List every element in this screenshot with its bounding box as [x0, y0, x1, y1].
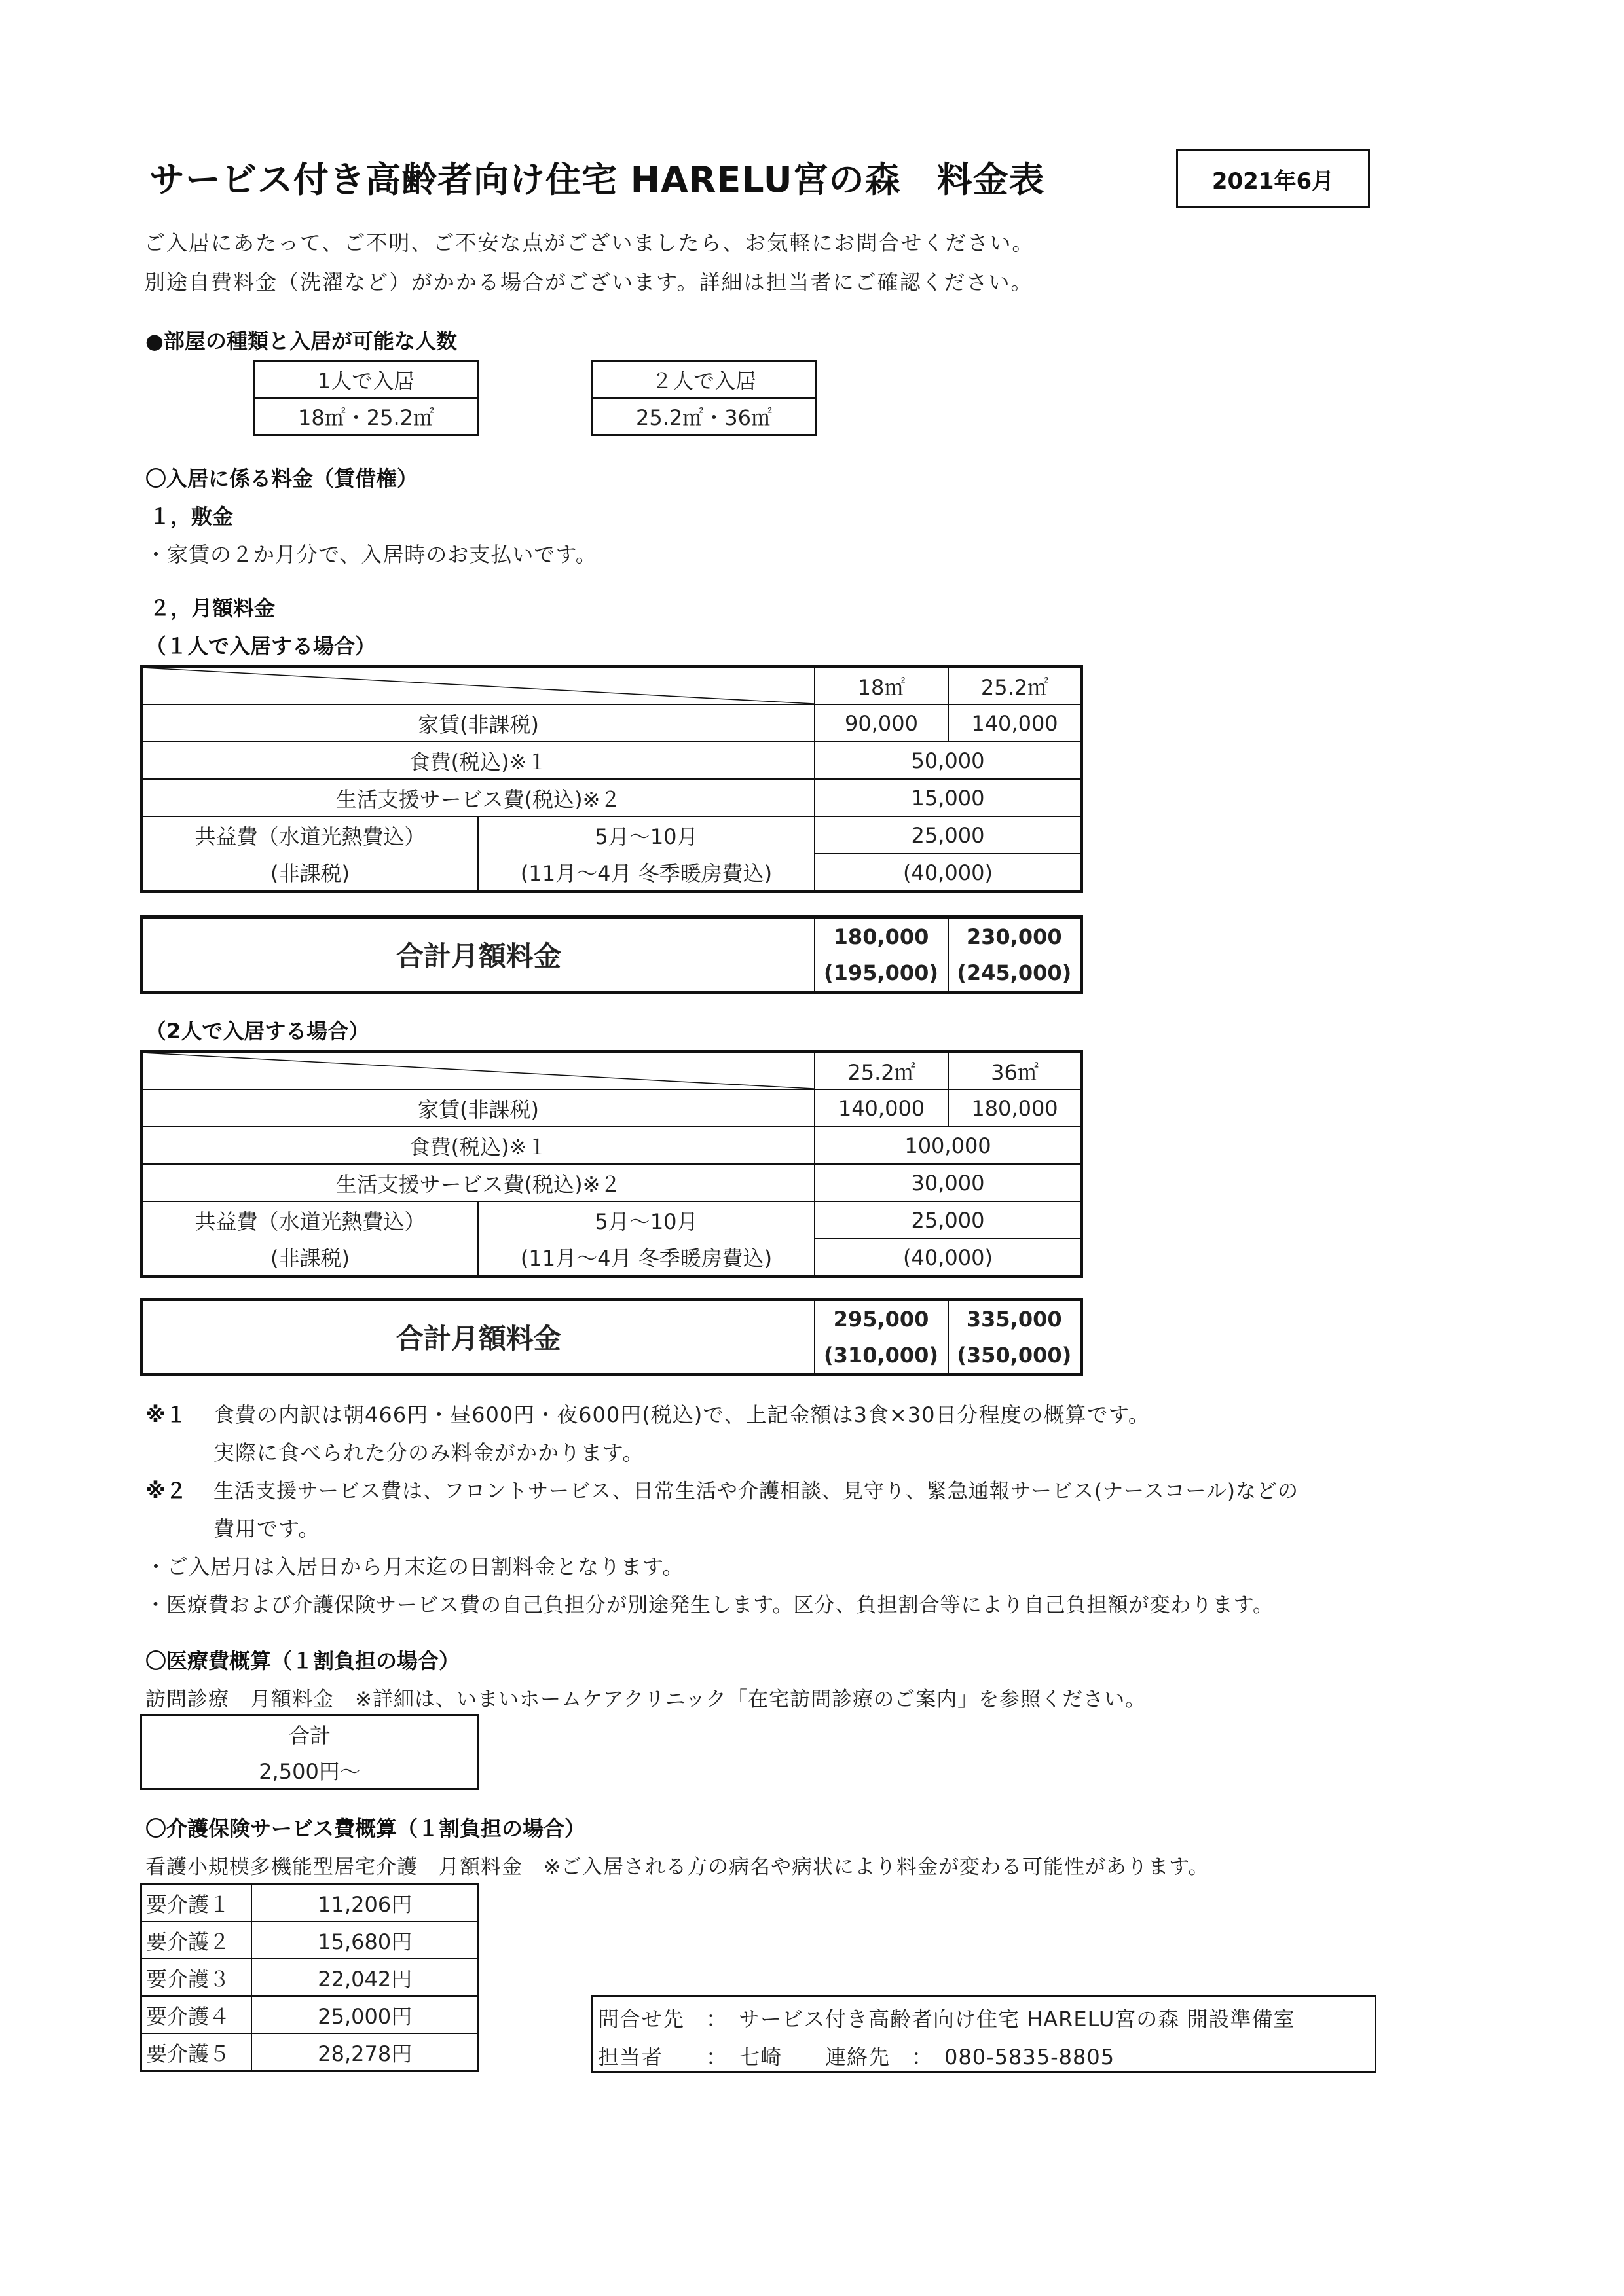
note-2-line-1: 生活支援サービス費は、フロントサービス、日常生活や介護相談、見守り、緊急通報サービス(ナースコール)などの [213, 1480, 1299, 1503]
single-common-1: 25,000 [815, 816, 1082, 854]
care-fee-5: 28,278円 [251, 2033, 478, 2071]
care-fee-3: 22,042円 [251, 1959, 478, 1996]
care-heading: 〇介護保険サービス費概算（１割負担の場合） [145, 1816, 586, 1841]
single-total-2b: (245,000) [948, 955, 1082, 993]
double-rent-2: 180,000 [948, 1089, 1082, 1127]
page-title: サービス付き高齢者向け住宅 HARELU宮の森 料金表 [149, 159, 1045, 200]
medical-total-value: 2,500円～ [141, 1752, 479, 1789]
medical-table [140, 1714, 479, 1790]
room-table-double [591, 360, 817, 436]
care-fee-4: 25,000円 [251, 1996, 478, 2033]
single-common-label-2: (非課税) [141, 854, 478, 892]
double-total-table [140, 1298, 1083, 1376]
single-season-2: (11月～4月 冬季暖房費込) [478, 854, 815, 892]
note-2-mark: ※２ [145, 1478, 187, 1503]
single-rent-1: 90,000 [815, 704, 948, 742]
double-total-2b: (350,000) [948, 1337, 1082, 1375]
entry-heading: 〇入居に係る料金（賃借権） [145, 466, 418, 491]
care-table [140, 1883, 479, 2072]
double-col-36: 36㎡ [948, 1051, 1082, 1089]
care-level-3: 要介護３ [141, 1959, 252, 1996]
single-rent-label: 家賃(非課税) [141, 704, 815, 742]
medical-heading: 〇医療費概算（１割負担の場合） [145, 1649, 460, 1673]
care-level-1: 要介護１ [141, 1884, 252, 1922]
diagonal-line [143, 1053, 814, 1089]
double-rent-label: 家賃(非課税) [141, 1089, 815, 1127]
table-row [141, 1996, 479, 2033]
note-1-line-2: 実際に食べられた分のみ料金がかかります。 [213, 1440, 644, 1465]
single-total-1a: 180,000 [815, 917, 948, 955]
single-rent-2: 140,000 [948, 704, 1082, 742]
double-service-label: 生活支援サービス費(税込)※２ [141, 1164, 815, 1201]
single-diagonal-cell [141, 666, 815, 704]
single-fee-table [140, 665, 1083, 893]
table-row [141, 1922, 479, 1959]
note-1-mark: ※１ [145, 1402, 187, 1427]
single-total-table [140, 915, 1083, 994]
double-total-2a: 335,000 [948, 1300, 1082, 1338]
single-food-label: 食費(税込)※１ [141, 742, 815, 779]
double-season-1: 5月～10月 [478, 1201, 815, 1239]
contact-line-2: 担当者 ： 七崎 連絡先 ： 080-5835-8805 [598, 2045, 1115, 2069]
single-total-2a: 230,000 [948, 917, 1082, 955]
note-bullet-2: ・医療費および介護保険サービス費の自己負担分が別途発生します。区分、負担割合等により自己負担額が変わります。 [145, 1594, 1274, 1617]
double-food-value: 100,000 [815, 1127, 1082, 1164]
care-level-5: 要介護５ [141, 2033, 252, 2071]
room-heading: ●部屋の種類と入居が可能な人数 [145, 329, 457, 354]
double-col-25: 25.2㎡ [815, 1051, 948, 1089]
table-row [141, 1959, 479, 1996]
table-row [141, 1884, 479, 1922]
room-single-sizes: 18㎡・25.2㎡ [254, 398, 479, 435]
care-level-4: 要介護４ [141, 1996, 252, 2033]
medical-text: 訪問診療 月額料金 ※詳細は、いまいホームケアクリニック「在宅訪問診療のご案内」を参照ください。 [145, 1688, 1147, 1711]
double-service-value: 30,000 [815, 1164, 1082, 1201]
double-total-1b: (310,000) [815, 1337, 948, 1375]
contact-box [591, 1995, 1376, 2073]
double-common-label-1: 共益費（水道光熱費込） [141, 1201, 478, 1239]
single-service-label: 生活支援サービス費(税込)※２ [141, 779, 815, 816]
room-single-label: 1人で入居 [254, 361, 479, 399]
single-total-label: 合計月額料金 [142, 917, 815, 993]
double-common-1: 25,000 [815, 1201, 1082, 1239]
deposit-heading: １，敷金 [149, 504, 234, 529]
room-double-label: ２人で入居 [592, 361, 817, 399]
room-table-single [253, 360, 479, 436]
room-double-sizes: 25.2㎡・36㎡ [592, 398, 817, 435]
single-col-25: 25.2㎡ [948, 666, 1082, 704]
single-total-1b: (195,000) [815, 955, 948, 993]
single-season-1: 5月～10月 [478, 816, 815, 854]
note-2-line-2: 費用です。 [213, 1516, 320, 1541]
single-col-18: 18㎡ [815, 666, 948, 704]
double-common-2: (40,000) [815, 1239, 1082, 1277]
diagonal-line [143, 668, 814, 704]
note-1-line-1: 食費の内訳は朝466円・昼600円・夜600円(税込)で、上記金額は3食×30日分程度の概算です。 [213, 1402, 1150, 1427]
double-fee-table [140, 1050, 1083, 1278]
double-total-label: 合計月額料金 [142, 1300, 815, 1375]
single-service-value: 15,000 [815, 779, 1082, 816]
medical-total-label: 合計 [141, 1715, 479, 1753]
care-fee-2: 15,680円 [251, 1922, 478, 1959]
care-text: 看護小規模多機能型居宅介護 月額料金 ※ご入居される方の病名や病状により料金が変わる可能性があります。 [145, 1855, 1209, 1879]
monthly-heading: ２，月額料金 [149, 596, 276, 621]
double-total-1a: 295,000 [815, 1300, 948, 1338]
care-fee-1: 11,206円 [251, 1884, 478, 1922]
double-food-label: 食費(税込)※１ [141, 1127, 815, 1164]
double-rent-1: 140,000 [815, 1089, 948, 1127]
note-bullet-1: ・ご入居月は入居日から月末迄の日割料金となります。 [145, 1554, 684, 1579]
date-box [1176, 149, 1370, 208]
table-row [141, 2033, 479, 2071]
deposit-text: ・家賃の２か月分で、入居時のお支払いです。 [145, 542, 597, 567]
single-common-label-1: 共益費（水道光熱費込） [141, 816, 478, 854]
date-label: 2021年6月 [1211, 168, 1335, 194]
care-level-2: 要介護２ [141, 1922, 252, 1959]
single-food-value: 50,000 [815, 742, 1082, 779]
intro-line-2: 別途自費料金（洗濯など）がかかる場合がございます。詳細は担当者にご確認ください。 [144, 270, 1033, 295]
double-heading: （2人で入居する場合） [145, 1019, 370, 1044]
intro-line-1: ご入居にあたって、ご不明、ご不安な点がございましたら、お気軽にお問合せください。 [144, 230, 1035, 255]
single-common-2: (40,000) [815, 854, 1082, 892]
contact-line-1: 問合せ先 ： サービス付き高齢者向け住宅 HARELU宮の森 開設準備室 [598, 2007, 1295, 2032]
double-common-label-2: (非課税) [141, 1239, 478, 1277]
double-season-2: (11月～4月 冬季暖房費込) [478, 1239, 815, 1277]
single-heading: （１人で入居する場合） [145, 634, 377, 659]
double-diagonal-cell [141, 1051, 815, 1089]
